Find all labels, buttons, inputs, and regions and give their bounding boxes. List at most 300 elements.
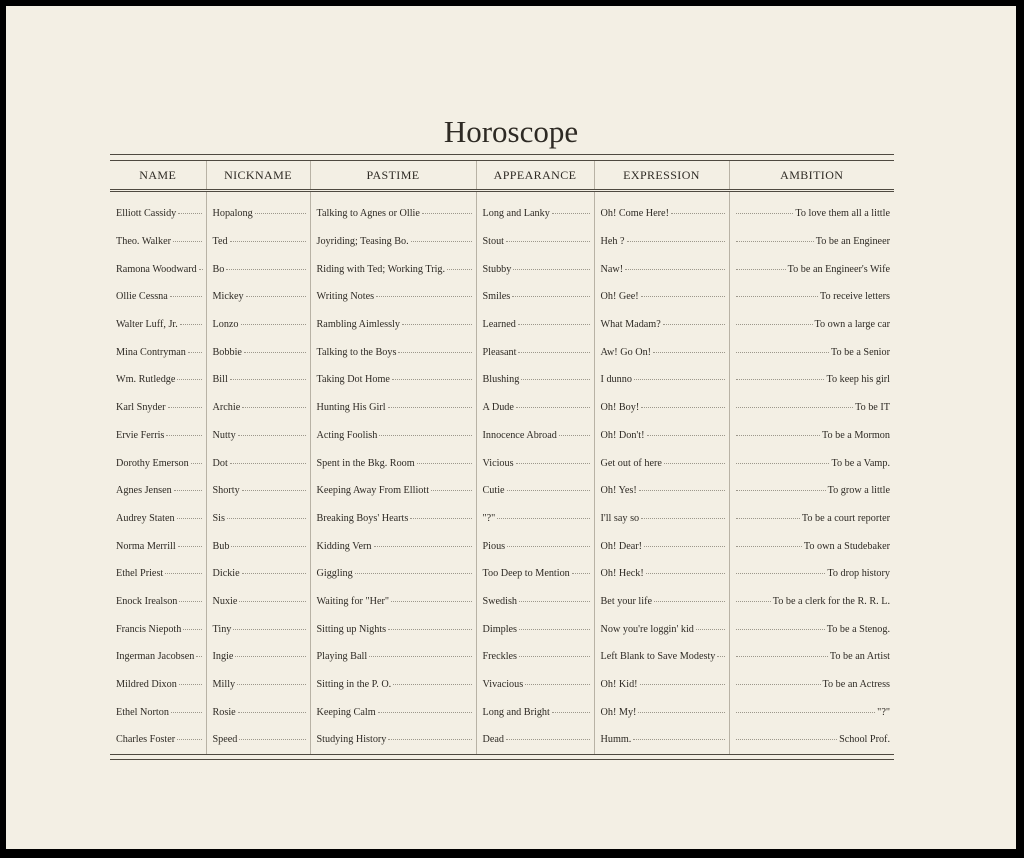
appearance-text: A Dude — [482, 402, 514, 414]
nickname-text: Nutty — [212, 429, 236, 441]
cell-expression — [594, 200, 729, 228]
spacer-cell — [206, 191, 310, 201]
cell-expression — [594, 588, 729, 616]
cell-nickname — [206, 200, 310, 228]
cell-name — [110, 532, 206, 560]
cell-pastime — [310, 255, 476, 283]
spacer-cell — [110, 191, 206, 201]
cell-content — [317, 624, 472, 635]
cell-content — [116, 319, 202, 330]
pastime-text: Waiting for "Her" — [316, 595, 390, 607]
pastime-text: Talking to the Boys — [316, 346, 397, 358]
leader-dots — [736, 684, 821, 685]
cell-content — [736, 430, 891, 441]
cell-content — [736, 707, 891, 718]
cell-appearance — [476, 588, 594, 616]
expression-text: Oh! Kid! — [600, 679, 638, 691]
ambition-text: To grow a little — [827, 485, 890, 497]
table-body — [110, 191, 894, 754]
cell-content — [483, 236, 590, 247]
leader-dots — [230, 463, 306, 464]
cell-content — [116, 430, 202, 441]
table-row — [110, 283, 894, 311]
leader-dots — [374, 546, 472, 547]
cell-content — [317, 291, 472, 302]
cell-nickname — [206, 422, 310, 450]
pastime-text: Joyriding; Teasing Bo. — [316, 236, 409, 248]
leader-dots — [552, 213, 590, 214]
appearance-text: Stout — [482, 236, 505, 248]
cell-nickname — [206, 615, 310, 643]
ambition-text: To be a Vamp. — [831, 457, 890, 469]
ambition-text: "?" — [877, 706, 890, 718]
appearance-text: Freckles — [482, 651, 518, 663]
leader-dots — [516, 463, 590, 464]
expression-text: Oh! Gee! — [600, 291, 639, 303]
leader-dots — [627, 241, 725, 242]
leader-dots — [398, 352, 471, 353]
leader-dots — [736, 573, 826, 574]
leader-dots — [625, 269, 724, 270]
cell-appearance — [476, 255, 594, 283]
cell-content — [213, 374, 306, 385]
cell-nickname — [206, 338, 310, 366]
cell-content — [601, 430, 725, 441]
leader-dots — [431, 490, 471, 491]
expression-text: Oh! Yes! — [600, 485, 637, 497]
cell-pastime — [310, 532, 476, 560]
cell-pastime — [310, 449, 476, 477]
horoscope-table-wrap — [110, 154, 894, 760]
cell-expression — [594, 311, 729, 339]
name-text: Dorothy Emerson — [116, 457, 189, 469]
cell-ambition — [729, 200, 894, 228]
cell-content — [116, 208, 202, 219]
cell-ambition — [729, 449, 894, 477]
cell-content — [116, 707, 202, 718]
cell-appearance — [476, 532, 594, 560]
cell-content — [736, 347, 891, 358]
appearance-text: Cutie — [482, 485, 505, 497]
cell-content — [116, 734, 202, 745]
pastime-text: Hunting His Girl — [316, 402, 386, 414]
leader-dots — [638, 712, 724, 713]
cell-content — [213, 596, 306, 607]
cell-content — [601, 513, 725, 524]
cell-content — [736, 734, 891, 745]
ambition-text: To be a Mormon — [821, 429, 890, 441]
cell-content — [116, 624, 202, 635]
spacer-row — [110, 191, 894, 201]
cell-name — [110, 588, 206, 616]
cell-content — [213, 291, 306, 302]
cell-content — [317, 485, 472, 496]
cell-appearance — [476, 422, 594, 450]
name-text: Audrey Staten — [116, 512, 175, 524]
cell-content — [601, 568, 725, 579]
table-row — [110, 449, 894, 477]
cell-content — [213, 485, 306, 496]
cell-content — [736, 402, 891, 413]
name-text: Wm. Rutledge — [116, 374, 176, 386]
cell-pastime — [310, 283, 476, 311]
name-text: Ramona Woodward — [116, 263, 197, 275]
ambition-text: To be IT — [855, 402, 890, 414]
cell-name — [110, 671, 206, 699]
cell-content — [213, 458, 306, 469]
nickname-text: Ingie — [212, 651, 234, 663]
cell-nickname — [206, 394, 310, 422]
name-text: Mina Contryman — [116, 346, 186, 358]
cell-ambition — [729, 643, 894, 671]
table-row — [110, 255, 894, 283]
cell-content — [213, 264, 306, 275]
table-row — [110, 671, 894, 699]
appearance-text: "?" — [482, 512, 496, 524]
expression-text: Oh! Come Here! — [600, 208, 669, 220]
cell-content — [213, 707, 306, 718]
pastime-text: Sitting up Nights — [316, 623, 387, 635]
leader-dots — [170, 296, 202, 297]
leader-dots — [417, 463, 472, 464]
cell-name — [110, 698, 206, 726]
cell-name — [110, 200, 206, 228]
expression-text: Aw! Go On! — [600, 346, 652, 358]
expression-text: Oh! Boy! — [600, 402, 640, 414]
cell-appearance — [476, 615, 594, 643]
top-rule — [110, 154, 894, 161]
leader-dots — [183, 629, 201, 630]
cell-content — [116, 513, 202, 524]
cell-content — [483, 291, 590, 302]
cell-content — [317, 347, 472, 358]
cell-name — [110, 338, 206, 366]
cell-content — [483, 596, 590, 607]
leader-dots — [241, 324, 306, 325]
appearance-text: Dead — [482, 734, 504, 746]
expression-text: Left Blank to Save Modesty — [600, 651, 716, 663]
cell-content — [116, 374, 202, 385]
name-text: Ethel Norton — [116, 706, 169, 718]
cell-content — [317, 679, 472, 690]
leader-dots — [507, 490, 590, 491]
cell-ambition — [729, 311, 894, 339]
leader-dots — [513, 269, 589, 270]
cell-nickname — [206, 643, 310, 671]
leader-dots — [355, 573, 472, 574]
appearance-text: Vicious — [482, 457, 514, 469]
ambition-text: To love them all a little — [795, 208, 890, 220]
cell-appearance — [476, 283, 594, 311]
leader-dots — [736, 546, 802, 547]
name-text: Ethel Priest — [116, 568, 164, 580]
cell-appearance — [476, 726, 594, 754]
cell-content — [483, 374, 590, 385]
cell-expression — [594, 698, 729, 726]
leader-dots — [177, 379, 201, 380]
table-row — [110, 311, 894, 339]
cell-pastime — [310, 422, 476, 450]
spacer-cell — [476, 191, 594, 201]
cell-pastime — [310, 338, 476, 366]
ambition-text: School Prof. — [839, 734, 890, 746]
leader-dots — [174, 490, 202, 491]
nickname-text: Milly — [212, 679, 236, 691]
cell-content — [317, 568, 472, 579]
leader-dots — [233, 629, 305, 630]
leader-dots — [255, 213, 306, 214]
cell-nickname — [206, 698, 310, 726]
cell-nickname — [206, 311, 310, 339]
cell-expression — [594, 366, 729, 394]
cell-content — [483, 707, 590, 718]
leader-dots — [246, 296, 306, 297]
cell-appearance — [476, 643, 594, 671]
ambition-text: To be an Artist — [829, 651, 890, 663]
cell-content — [483, 264, 590, 275]
leader-dots — [736, 656, 828, 657]
cell-content — [736, 513, 891, 524]
leader-dots — [736, 490, 826, 491]
nickname-text: Bub — [212, 540, 230, 552]
name-text: Walter Luff, Jr. — [116, 319, 178, 331]
cell-content — [317, 319, 472, 330]
column-header-ambition: AMBITION — [729, 161, 894, 191]
table-row — [110, 505, 894, 533]
table-row — [110, 477, 894, 505]
nickname-text: Dickie — [212, 568, 240, 580]
table-row — [110, 643, 894, 671]
cell-appearance — [476, 311, 594, 339]
cell-name — [110, 255, 206, 283]
cell-appearance — [476, 366, 594, 394]
cell-content — [483, 513, 590, 524]
leader-dots — [191, 463, 202, 464]
cell-content — [601, 291, 725, 302]
pastime-text: Giggling — [316, 568, 353, 580]
cell-content — [601, 485, 725, 496]
leader-dots — [641, 518, 724, 519]
pastime-text: Taking Dot Home — [316, 374, 390, 386]
leader-dots — [422, 213, 472, 214]
pastime-text: Rambling Aimlessly — [316, 319, 400, 331]
table-row — [110, 366, 894, 394]
leader-dots — [242, 490, 306, 491]
name-text: Elliott Cassidy — [116, 208, 177, 220]
cell-appearance — [476, 449, 594, 477]
nickname-text: Mickey — [212, 291, 244, 303]
cell-content — [213, 208, 306, 219]
cell-content — [483, 568, 590, 579]
pastime-text: Keeping Calm — [316, 706, 376, 718]
leader-dots — [411, 241, 472, 242]
leader-dots — [378, 712, 472, 713]
cell-nickname — [206, 283, 310, 311]
pastime-text: Studying History — [316, 734, 387, 746]
spacer-cell — [594, 191, 729, 201]
cell-pastime — [310, 394, 476, 422]
cell-content — [213, 624, 306, 635]
expression-text: Get out of here — [600, 457, 662, 469]
spacer-cell — [310, 191, 476, 201]
cell-name — [110, 422, 206, 450]
cell-pastime — [310, 671, 476, 699]
cell-content — [317, 596, 472, 607]
leader-dots — [188, 352, 202, 353]
name-text: Mildred Dixon — [116, 679, 177, 691]
nickname-text: Sis — [212, 512, 225, 524]
leader-dots — [165, 573, 201, 574]
cell-content — [601, 679, 725, 690]
pastime-text: Talking to Agnes or Ollie — [316, 208, 420, 220]
expression-text: I dunno — [600, 374, 632, 386]
cell-nickname — [206, 726, 310, 754]
cell-expression — [594, 228, 729, 256]
pastime-text: Riding with Ted; Working Trig. — [316, 263, 446, 275]
appearance-text: Learned — [482, 319, 516, 331]
cell-content — [736, 236, 891, 247]
cell-content — [483, 679, 590, 690]
nickname-text: Nuxie — [212, 595, 238, 607]
cell-appearance — [476, 698, 594, 726]
ambition-text: To be a Stenog. — [826, 623, 890, 635]
cell-content — [483, 734, 590, 745]
appearance-text: Swedish — [482, 595, 518, 607]
cell-content — [317, 458, 472, 469]
cell-appearance — [476, 560, 594, 588]
cell-content — [317, 734, 472, 745]
cell-ambition — [729, 422, 894, 450]
cell-pastime — [310, 505, 476, 533]
cell-content — [736, 264, 891, 275]
leader-dots — [640, 684, 725, 685]
cell-content — [601, 347, 725, 358]
cell-content — [736, 541, 891, 552]
leader-dots — [663, 324, 725, 325]
name-text: Ollie Cessna — [116, 291, 168, 303]
cell-name — [110, 643, 206, 671]
leader-dots — [166, 435, 201, 436]
cell-content — [483, 458, 590, 469]
cell-content — [317, 651, 472, 662]
leader-dots — [736, 352, 830, 353]
cell-content — [213, 319, 306, 330]
cell-content — [213, 236, 306, 247]
cell-expression — [594, 255, 729, 283]
cell-content — [736, 568, 891, 579]
pastime-text: Acting Foolish — [316, 429, 378, 441]
cell-content — [601, 624, 725, 635]
nickname-text: Shorty — [212, 485, 240, 497]
cell-content — [317, 236, 472, 247]
expression-text: What Madam? — [600, 319, 661, 331]
appearance-text: Long and Lanky — [482, 208, 550, 220]
leader-dots — [239, 601, 305, 602]
cell-content — [317, 430, 472, 441]
leader-dots — [736, 213, 794, 214]
table-row — [110, 422, 894, 450]
expression-text: Now you're loggin' kid — [600, 623, 694, 635]
leader-dots — [244, 352, 306, 353]
nickname-text: Bobbie — [212, 346, 242, 358]
name-text: Agnes Jensen — [116, 485, 172, 497]
cell-content — [483, 651, 590, 662]
nickname-text: Archie — [212, 402, 241, 414]
leader-dots — [518, 352, 589, 353]
leader-dots — [179, 684, 202, 685]
leader-dots — [653, 352, 724, 353]
cell-name — [110, 283, 206, 311]
cell-content — [317, 707, 472, 718]
cell-pastime — [310, 200, 476, 228]
leader-dots — [369, 656, 471, 657]
leader-dots — [497, 518, 589, 519]
name-text: Norma Merrill — [116, 540, 176, 552]
expression-text: Bet your life — [600, 595, 652, 607]
cell-name — [110, 505, 206, 533]
expression-text: I'll say so — [600, 512, 640, 524]
cell-expression — [594, 615, 729, 643]
expression-text: Oh! My! — [600, 706, 637, 718]
cell-content — [116, 236, 202, 247]
column-header-name: NAME — [110, 161, 206, 191]
cell-pastime — [310, 477, 476, 505]
leader-dots — [393, 684, 471, 685]
column-header-pastime: PASTIME — [310, 161, 476, 191]
cell-content — [736, 651, 891, 662]
cell-content — [483, 541, 590, 552]
leader-dots — [376, 296, 471, 297]
leader-dots — [177, 739, 201, 740]
appearance-text: Vivacious — [482, 679, 524, 691]
leader-dots — [644, 546, 724, 547]
leader-dots — [736, 629, 825, 630]
cell-expression — [594, 283, 729, 311]
cell-content — [601, 236, 725, 247]
cell-nickname — [206, 228, 310, 256]
cell-content — [736, 679, 891, 690]
table-row — [110, 615, 894, 643]
table-row — [110, 200, 894, 228]
cell-nickname — [206, 505, 310, 533]
cell-ambition — [729, 671, 894, 699]
cell-content — [116, 291, 202, 302]
nickname-text: Lonzo — [212, 319, 239, 331]
leader-dots — [519, 656, 589, 657]
cell-content — [736, 319, 891, 330]
table-row — [110, 228, 894, 256]
pastime-text: Spent in the Bkg. Room — [316, 457, 415, 469]
cell-content — [317, 402, 472, 413]
leader-dots — [512, 296, 589, 297]
cell-content — [116, 347, 202, 358]
ambition-text: To be a clerk for the R. R. L. — [772, 595, 890, 607]
leader-dots — [177, 518, 202, 519]
cell-ambition — [729, 505, 894, 533]
leader-dots — [447, 269, 471, 270]
cell-content — [116, 402, 202, 413]
cell-nickname — [206, 532, 310, 560]
cell-appearance — [476, 200, 594, 228]
name-text: Francis Niepoth — [116, 623, 182, 635]
cell-name — [110, 560, 206, 588]
cell-ambition — [729, 394, 894, 422]
cell-ambition — [729, 366, 894, 394]
leader-dots — [179, 601, 201, 602]
nickname-text: Dot — [212, 457, 228, 469]
cell-pastime — [310, 560, 476, 588]
column-header-expression: EXPRESSION — [594, 161, 729, 191]
